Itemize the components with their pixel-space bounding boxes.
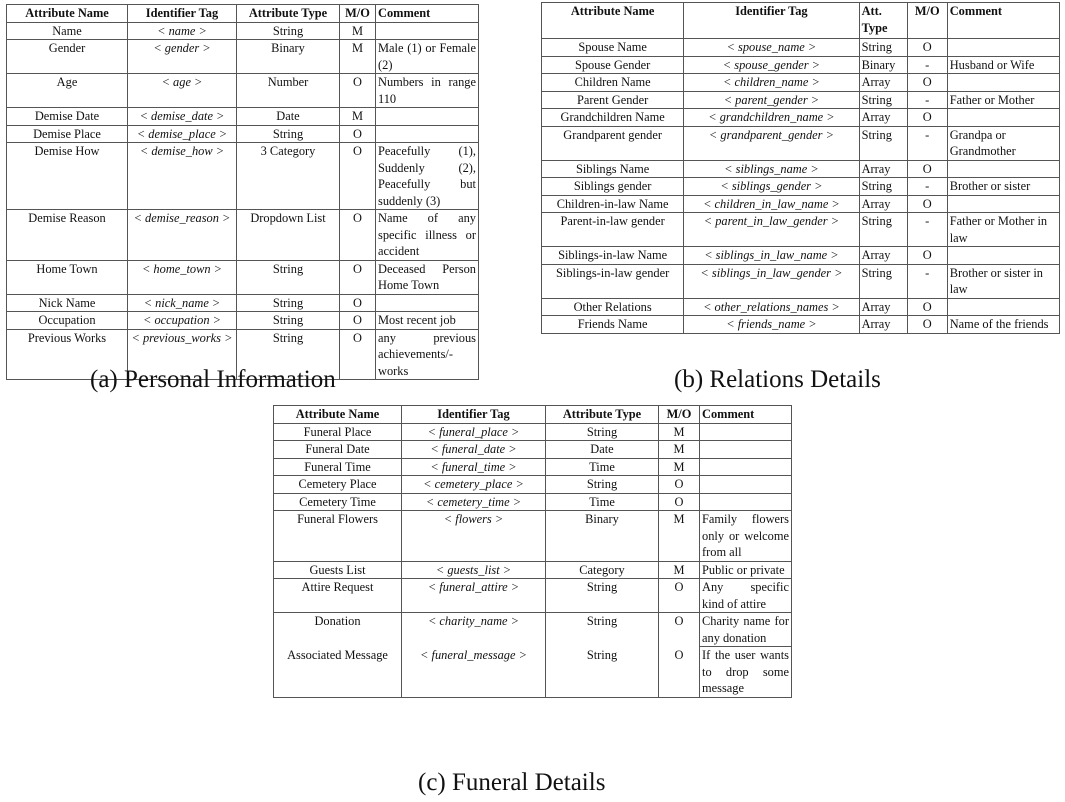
mandatory-optional: M	[340, 108, 376, 126]
table-row	[274, 441, 792, 459]
mandatory-optional: -	[907, 56, 947, 74]
table-row	[542, 91, 1060, 109]
identifier-tag: < funeral_message >	[402, 647, 546, 698]
identifier-tag: < grandchildren_name >	[684, 109, 859, 127]
comment	[700, 441, 792, 459]
comment	[376, 108, 479, 126]
table-row	[274, 458, 792, 476]
table-row	[7, 74, 479, 108]
mandatory-optional: O	[340, 143, 376, 210]
identifier-tag: < demise_date >	[128, 108, 237, 126]
attribute-name: Children-in-law Name	[542, 195, 684, 213]
attribute-type: String	[237, 329, 340, 380]
table-row	[542, 264, 1060, 298]
comment: Deceased Person Home Town	[376, 260, 479, 294]
attribute-name: Guests List	[274, 561, 402, 579]
header-attribute-type: Attribute Type	[546, 406, 659, 424]
attribute-type: String	[237, 125, 340, 143]
identifier-tag: < children_name >	[684, 74, 859, 92]
header-mo: M/O	[340, 5, 376, 23]
identifier-tag: < other_relations_names >	[684, 298, 859, 316]
header-attribute-type: Attribute Type	[237, 5, 340, 23]
attribute-type: Binary	[237, 40, 340, 74]
header-mo: M/O	[907, 3, 947, 39]
header-comment: Comment	[700, 406, 792, 424]
identifier-tag: < name >	[128, 22, 237, 40]
mandatory-optional: O	[907, 109, 947, 127]
comment	[376, 125, 479, 143]
identifier-tag: < funeral_place >	[402, 423, 546, 441]
attribute-name: Funeral Time	[274, 458, 402, 476]
attribute-name: Gender	[7, 40, 128, 74]
attribute-type: Array	[859, 160, 907, 178]
comment	[376, 22, 479, 40]
mandatory-optional: O	[340, 294, 376, 312]
header-comment: Comment	[376, 5, 479, 23]
mandatory-optional: M	[659, 441, 700, 459]
mandatory-optional: -	[907, 126, 947, 160]
attribute-name: Previous Works	[7, 329, 128, 380]
comment	[700, 476, 792, 494]
attribute-type: String	[859, 126, 907, 160]
comment	[700, 423, 792, 441]
caption-relations-details: (b) Relations Details	[674, 366, 881, 393]
identifier-tag: < children_in_law_name >	[684, 195, 859, 213]
attribute-type: String	[237, 260, 340, 294]
identifier-tag: < flowers >	[402, 511, 546, 562]
table-row	[542, 298, 1060, 316]
mandatory-optional: O	[907, 316, 947, 334]
identifier-tag: < guests_list >	[402, 561, 546, 579]
personal-information-table	[6, 4, 479, 380]
attribute-name: Age	[7, 74, 128, 108]
mandatory-optional: O	[340, 125, 376, 143]
comment: If the user wants to drop some message	[700, 647, 792, 698]
comment: Peacefully (1), Suddenly (2), Peacefully but suddenly (3)	[376, 143, 479, 210]
identifier-tag: < occupation >	[128, 312, 237, 330]
mandatory-optional: O	[340, 312, 376, 330]
table-row	[542, 109, 1060, 127]
identifier-tag: < cemetery_place >	[402, 476, 546, 494]
identifier-tag: < siblings_in_law_name >	[684, 247, 859, 265]
mandatory-optional: O	[340, 329, 376, 380]
header-identifier-tag: Identifier Tag	[402, 406, 546, 424]
table-row	[542, 126, 1060, 160]
comment: Charity name for any donation	[700, 613, 792, 647]
table-row	[542, 247, 1060, 265]
table-row	[7, 40, 479, 74]
table-row	[274, 613, 792, 647]
table-row	[7, 22, 479, 40]
attribute-name: Grandparent gender	[542, 126, 684, 160]
identifier-tag: < siblings_in_law_gender >	[684, 264, 859, 298]
attribute-name: Occupation	[7, 312, 128, 330]
header-comment: Comment	[947, 3, 1059, 39]
identifier-tag: < parent_gender >	[684, 91, 859, 109]
comment: Family flowers only or welcome from all	[700, 511, 792, 562]
attribute-name: Siblings gender	[542, 178, 684, 196]
header-attribute-type: Att. Type	[859, 3, 907, 39]
mandatory-optional: O	[907, 74, 947, 92]
header-attribute-name: Attribute Name	[542, 3, 684, 39]
attribute-name: Spouse Name	[542, 39, 684, 57]
mandatory-optional: O	[659, 613, 700, 647]
comment: Name of any specific illness or accident	[376, 210, 479, 261]
mandatory-optional: O	[907, 298, 947, 316]
comment	[947, 39, 1059, 57]
mandatory-optional: O	[659, 476, 700, 494]
attribute-name: Parent-in-law gender	[542, 213, 684, 247]
attribute-name: Funeral Flowers	[274, 511, 402, 562]
attribute-name: Name	[7, 22, 128, 40]
table-row	[274, 476, 792, 494]
comment	[947, 195, 1059, 213]
table-header-row	[542, 3, 1060, 39]
attribute-name: Other Relations	[542, 298, 684, 316]
funeral-details-table	[273, 405, 792, 698]
attribute-type: String	[237, 312, 340, 330]
attribute-name: Funeral Place	[274, 423, 402, 441]
table-row	[542, 74, 1060, 92]
table-row	[274, 647, 792, 698]
attribute-name: Demise How	[7, 143, 128, 210]
table-row	[542, 195, 1060, 213]
identifier-tag: < demise_reason >	[128, 210, 237, 261]
identifier-tag: < home_town >	[128, 260, 237, 294]
comment	[947, 74, 1059, 92]
comment: Numbers in range 110	[376, 74, 479, 108]
mandatory-optional: O	[659, 493, 700, 511]
mandatory-optional: O	[659, 647, 700, 698]
attribute-name: Siblings Name	[542, 160, 684, 178]
mandatory-optional: O	[907, 39, 947, 57]
mandatory-optional: -	[907, 178, 947, 196]
attribute-type: String	[237, 294, 340, 312]
table-row	[274, 493, 792, 511]
table-row	[274, 561, 792, 579]
identifier-tag: < demise_how >	[128, 143, 237, 210]
table-row	[542, 160, 1060, 178]
identifier-tag: < nick_name >	[128, 294, 237, 312]
identifier-tag: < siblings_name >	[684, 160, 859, 178]
attribute-name: Friends Name	[542, 316, 684, 334]
comment	[700, 458, 792, 476]
attribute-type: String	[859, 178, 907, 196]
header-attribute-name: Attribute Name	[274, 406, 402, 424]
attribute-type: Array	[859, 247, 907, 265]
attribute-name: Home Town	[7, 260, 128, 294]
table-row	[274, 511, 792, 562]
identifier-tag: < funeral_date >	[402, 441, 546, 459]
header-identifier-tag: Identifier Tag	[684, 3, 859, 39]
comment	[947, 298, 1059, 316]
attribute-name: Donation	[274, 613, 402, 647]
attribute-type: String	[859, 213, 907, 247]
attribute-type: 3 Category	[237, 143, 340, 210]
mandatory-optional: M	[659, 423, 700, 441]
comment	[947, 109, 1059, 127]
mandatory-optional: -	[907, 91, 947, 109]
comment	[947, 160, 1059, 178]
mandatory-optional: O	[340, 260, 376, 294]
attribute-name: Associated Message	[274, 647, 402, 698]
attribute-name: Children Name	[542, 74, 684, 92]
attribute-type: Date	[237, 108, 340, 126]
table-row	[542, 39, 1060, 57]
identifier-tag: < age >	[128, 74, 237, 108]
attribute-name: Nick Name	[7, 294, 128, 312]
table-row	[542, 213, 1060, 247]
attribute-type: String	[546, 423, 659, 441]
identifier-tag: < grandparent_gender >	[684, 126, 859, 160]
attribute-type: Array	[859, 195, 907, 213]
attribute-type: Number	[237, 74, 340, 108]
attribute-type: Binary	[859, 56, 907, 74]
mandatory-optional: -	[907, 264, 947, 298]
table-row	[7, 143, 479, 210]
identifier-tag: < previous_works >	[128, 329, 237, 380]
attribute-type: String	[859, 91, 907, 109]
mandatory-optional: O	[907, 247, 947, 265]
identifier-tag: < spouse_gender >	[684, 56, 859, 74]
attribute-type: Array	[859, 74, 907, 92]
table-row	[542, 56, 1060, 74]
table-row	[274, 579, 792, 613]
mandatory-optional: O	[907, 160, 947, 178]
comment: Husband or Wife	[947, 56, 1059, 74]
attribute-name: Demise Date	[7, 108, 128, 126]
attribute-type: Binary	[546, 511, 659, 562]
mandatory-optional: M	[340, 22, 376, 40]
attribute-type: String	[859, 39, 907, 57]
comment: Grandpa or Grandmother	[947, 126, 1059, 160]
attribute-type: String	[546, 476, 659, 494]
comment: Brother or sister in law	[947, 264, 1059, 298]
table-row	[7, 312, 479, 330]
header-identifier-tag: Identifier Tag	[128, 5, 237, 23]
mandatory-optional: O	[659, 579, 700, 613]
identifier-tag: < parent_in_law_gender >	[684, 213, 859, 247]
mandatory-optional: O	[340, 210, 376, 261]
comment	[700, 493, 792, 511]
mandatory-optional: O	[340, 74, 376, 108]
comment	[376, 294, 479, 312]
relations-details-table	[541, 2, 1060, 334]
identifier-tag: < gender >	[128, 40, 237, 74]
caption-funeral-details: (c) Funeral Details	[418, 769, 606, 796]
attribute-name: Cemetery Place	[274, 476, 402, 494]
attribute-type: Array	[859, 109, 907, 127]
attribute-type: Array	[859, 316, 907, 334]
comment: Most recent job	[376, 312, 479, 330]
comment: Father or Mother in law	[947, 213, 1059, 247]
attribute-type: String	[546, 579, 659, 613]
table-row	[274, 423, 792, 441]
comment: Male (1) or Female (2)	[376, 40, 479, 74]
attribute-name: Demise Reason	[7, 210, 128, 261]
identifier-tag: < siblings_gender >	[684, 178, 859, 196]
identifier-tag: < demise_place >	[128, 125, 237, 143]
attribute-type: Dropdown List	[237, 210, 340, 261]
attribute-name: Grandchildren Name	[542, 109, 684, 127]
table-row	[542, 178, 1060, 196]
attribute-name: Demise Place	[7, 125, 128, 143]
identifier-tag: < funeral_attire >	[402, 579, 546, 613]
attribute-type: String	[546, 613, 659, 647]
attribute-name: Siblings-in-law gender	[542, 264, 684, 298]
table-row	[7, 260, 479, 294]
identifier-tag: < spouse_name >	[684, 39, 859, 57]
comment	[947, 247, 1059, 265]
attribute-type: String	[237, 22, 340, 40]
mandatory-optional: M	[659, 561, 700, 579]
table-row	[7, 210, 479, 261]
table-header-row	[274, 406, 792, 424]
attribute-type: String	[859, 264, 907, 298]
attribute-name: Attire Request	[274, 579, 402, 613]
mandatory-optional: M	[659, 458, 700, 476]
comment: Father or Mother	[947, 91, 1059, 109]
table-row	[7, 294, 479, 312]
attribute-name: Spouse Gender	[542, 56, 684, 74]
attribute-type: Array	[859, 298, 907, 316]
attribute-name: Parent Gender	[542, 91, 684, 109]
comment: Brother or sister	[947, 178, 1059, 196]
header-mo: M/O	[659, 406, 700, 424]
table-row	[542, 316, 1060, 334]
comment: Any specific kind of attire	[700, 579, 792, 613]
attribute-type: String	[546, 647, 659, 698]
identifier-tag: < cemetery_time >	[402, 493, 546, 511]
attribute-type: Time	[546, 493, 659, 511]
table-row	[7, 108, 479, 126]
header-attribute-name: Attribute Name	[7, 5, 128, 23]
mandatory-optional: O	[907, 195, 947, 213]
attribute-type: Time	[546, 458, 659, 476]
attribute-type: Date	[546, 441, 659, 459]
table-row	[7, 125, 479, 143]
attribute-name: Cemetery Time	[274, 493, 402, 511]
mandatory-optional: M	[340, 40, 376, 74]
identifier-tag: < charity_name >	[402, 613, 546, 647]
attribute-name: Siblings-in-law Name	[542, 247, 684, 265]
identifier-tag: < friends_name >	[684, 316, 859, 334]
caption-personal-information: (a) Personal Information	[90, 366, 336, 393]
comment: Public or private	[700, 561, 792, 579]
comment: Name of the friends	[947, 316, 1059, 334]
table-header-row	[7, 5, 479, 23]
identifier-tag: < funeral_time >	[402, 458, 546, 476]
mandatory-optional: -	[907, 213, 947, 247]
comment: any previous achievements/-works	[376, 329, 479, 380]
attribute-type: Category	[546, 561, 659, 579]
attribute-name: Funeral Date	[274, 441, 402, 459]
mandatory-optional: M	[659, 511, 700, 562]
